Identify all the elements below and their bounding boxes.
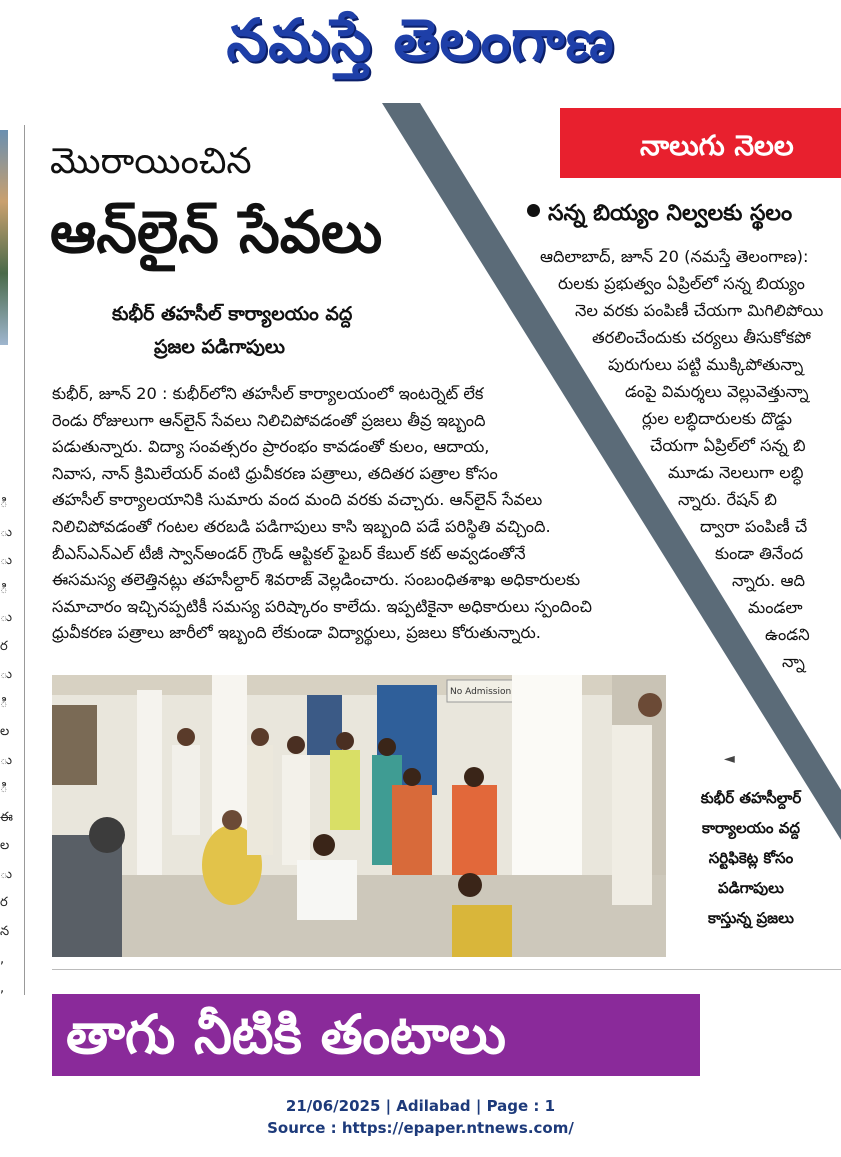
right-body-line: న్నారు. ఆది <box>732 571 806 590</box>
left-fragment-char: ల <box>0 724 10 739</box>
body-line: ఈసమస్య తలెత్తినట్లు తహసీల్దార్ శివరాజ్ వెల్లడించారు. సంబంధితశాఖ అధికారులకు <box>52 570 581 590</box>
right-body-line: కుండా తినేంద <box>715 544 804 563</box>
photo-sign-text: No Admission <box>450 687 512 697</box>
right-article-bullet-head: సన్న బియ్యం నిల్వలకు స్థలం <box>548 201 793 226</box>
right-body-line: ద్వారా పంపిణీ చే <box>700 517 808 536</box>
left-fragment-char: ు <box>0 667 13 682</box>
right-body-line: న్నా <box>782 652 805 671</box>
photo-illustration <box>52 675 666 957</box>
caption-line: కార్యాలయం వద్ద <box>702 819 800 837</box>
right-body-line: తరలించేందుకు చర్యలు తీసుకోకపో <box>592 328 811 347</box>
body-line: నివాస, నాన్ క్రిమిలేయర్ వంటి ధ్రువీకరణ పత్రాలు, తదితర పత్రాల కోసం <box>52 463 498 483</box>
right-body-line: రులకు ప్రభుత్వం ఏప్రిల్‌లో సన్న బియ్యం <box>558 274 805 293</box>
left-fragment-char: ఈ <box>0 809 13 825</box>
left-fragment-char: న <box>0 923 10 939</box>
article-kicker: మొరాయించిన <box>50 141 252 182</box>
body-line: కుభీర్, జూన్ 20 : కుభీర్‌లోని తహసీల్ కార్యాలయంలో ఇంటర్నెట్ లేక <box>52 384 484 403</box>
body-line: తహసీల్ కార్యాలయానికి సుమారు వంద మంది వరకు వచ్చారు. ఆన్‌లైన్ సేవలు <box>52 490 543 510</box>
left-fragment-char: ి <box>0 581 8 597</box>
right-body-line: చేయగా ఏప్రిల్‌లో సన్న బి <box>650 436 806 455</box>
body-line: నిలిచిపోవడంతో గంటల తరబడి పడిగాపులు కాసి ఇబ్బంది పడే పరిస్థితి వచ్చింది. <box>52 516 551 536</box>
right-body-line: న్నారు. రేషన్ బి <box>678 490 777 509</box>
right-article-body <box>520 243 841 675</box>
caption-line: పడిగాపులు <box>718 879 784 897</box>
body-line: బీఎస్ఎన్ఎల్ టీజీ స్వాన్అండర్ గ్రౌండ్ ఆప్టికల్ ఫైబర్ కేబుల్ కట్ అవ్వడంతోనే <box>52 543 526 563</box>
subhead-line: కుభీర్ తహసీల్ కార్యాలయం వద్ద <box>112 303 353 325</box>
article-headline: ఆన్‌లైన్ సేవలు <box>50 198 383 266</box>
right-body-line: పురుగులు పట్టి ముక్కిపోతున్నా <box>608 355 804 374</box>
right-body-line: ఆదిలాబాద్, జూన్ 20 (నమస్తే తెలంగాణ): <box>540 247 809 266</box>
body-line: సమాచారం ఇచ్చినప్పటికీ సమస్య పరిష్కారం కాలేదు. ఇప్పటికైనా అధికారులు స్పందించి <box>52 596 592 616</box>
right-body-line: మండలా <box>748 598 803 617</box>
body-line: ధ్రువీకరణ పత్రాలు జారీలో ఇబ్బంది లేకుండా విద్యార్థులు, ప్రజలు కోరుతున్నారు. <box>52 623 541 643</box>
left-fragment-char: ర <box>0 638 8 654</box>
body-line: రెండు రోజులుగా ఆన్‌లైన్ సేవలు నిలిచిపోవడంతో ప్రజలు తీవ్ర ఇబ్బంది <box>52 410 486 430</box>
right-body-line: డంపై విమర్శలు వెల్లువెత్తున్నా <box>625 382 809 401</box>
section-separator <box>52 969 841 970</box>
right-body-line: నెల వరకు పంపిణీ చేయగా మిగిలిపోయి <box>575 301 824 320</box>
article-subhead <box>112 298 432 364</box>
left-fragment-char: , <box>0 952 5 967</box>
bullet-icon <box>527 204 540 217</box>
left-fragment-char: ి <box>0 496 8 511</box>
right-body-line: ర్లుల లబ్ధిదారులకు దొడ్డు <box>642 409 792 428</box>
masthead-title: నమస్తే తెలంగాణ <box>226 6 615 74</box>
red-banner-text: నాలుగు నెలల <box>640 129 794 162</box>
body-line: పడుతున్నారు. విద్యా సంవత్సరం ప్రారంభం కావడంతో కులం, ఆదాయ, <box>52 437 490 457</box>
photo-caption <box>666 783 836 933</box>
left-fragment-char: ు <box>0 752 13 768</box>
bottom-headline: తాగు నీటికి తంటాలు <box>66 1003 506 1066</box>
footer-date-edition: 21/06/2025 | Adilabad | Page : 1 <box>285 1097 556 1115</box>
subhead-line: ప్రజల పడిగాపులు <box>154 336 285 358</box>
left-fragment-char: ు <box>0 866 13 882</box>
left-fragment-char: ి <box>0 695 8 711</box>
caption-arrow-icon: ◄ <box>724 751 735 767</box>
right-body-line: ఉండని <box>765 625 810 644</box>
article-photo <box>52 675 666 957</box>
left-fragment-char: ు <box>0 553 13 568</box>
left-fragment-char: , <box>0 980 5 996</box>
caption-line: కుభీర్ తహసీల్దార్ <box>700 789 802 807</box>
caption-line: సర్టిఫికెట్ల కోసం <box>708 849 794 867</box>
footer-source-link[interactable]: Source : https://epaper.ntnews.com/ <box>267 1119 574 1137</box>
left-fragment-char: ు <box>0 610 13 625</box>
caption-line: కాస్తున్న ప్రజలు <box>708 909 794 927</box>
left-fragment-char: ల <box>0 838 10 853</box>
left-fragment-char: ర <box>0 895 8 910</box>
right-body-line: మూడు నెలలుగా లబ్ధి <box>668 463 804 482</box>
left-fragment-char: ు <box>0 524 13 540</box>
left-fragment-char: ి <box>0 781 8 796</box>
